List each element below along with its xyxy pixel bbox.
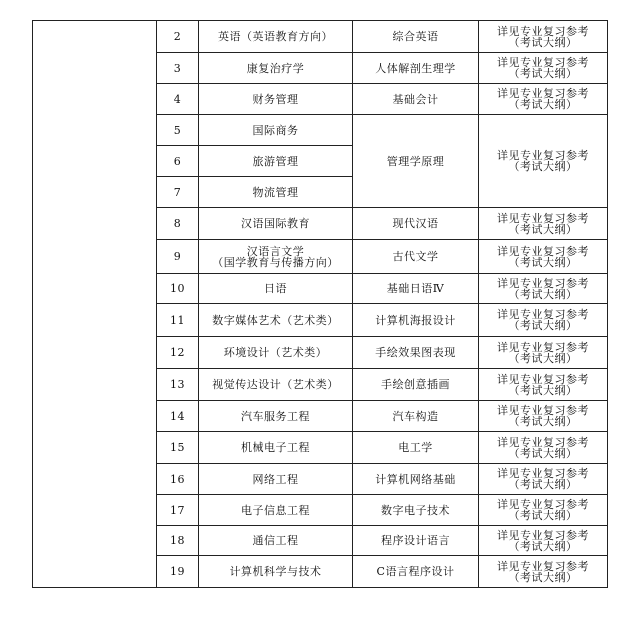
major-name-text: 汉语国际教育 bbox=[241, 217, 310, 230]
exam-subject-cell: 综合英语 bbox=[353, 21, 479, 53]
reference-text: 详见专业复习参考 bbox=[497, 244, 589, 258]
row-number-cell: 12 bbox=[157, 337, 199, 369]
reference-cell bbox=[479, 208, 608, 240]
exam-subject-cell: 计算机网络基础 bbox=[353, 464, 479, 495]
major-name-text: （国学教育与传播方向） bbox=[212, 255, 339, 269]
reference-text: （考试大纲） bbox=[508, 415, 578, 428]
major-cell bbox=[199, 146, 353, 177]
reference-cell bbox=[479, 526, 608, 556]
major-name-text: 物流管理 bbox=[252, 185, 299, 199]
major-cell bbox=[199, 432, 353, 464]
major-cell bbox=[199, 21, 353, 53]
row-number-cell: 9 bbox=[157, 240, 199, 274]
exam-subject-cell: 计算机海报设计 bbox=[353, 304, 479, 337]
major-name-text: 数字媒体艺术（艺术类） bbox=[212, 313, 339, 327]
major-cell bbox=[199, 115, 353, 146]
reference-text: 详见专业复习参考 bbox=[497, 404, 589, 417]
table-body bbox=[33, 21, 608, 588]
exam-subject-cell: 基础日语Ⅳ bbox=[353, 274, 479, 304]
reference-text: 详见专业复习参考 bbox=[497, 211, 589, 225]
reference-text: （考试大纲） bbox=[508, 319, 578, 332]
major-cell bbox=[199, 240, 353, 274]
major-name-text: 网络工程 bbox=[252, 472, 299, 486]
major-name-text: 康复治疗学 bbox=[246, 61, 305, 75]
major-cell bbox=[199, 369, 353, 401]
major-cell bbox=[199, 53, 353, 84]
row-number-cell: 19 bbox=[157, 556, 199, 588]
major-cell bbox=[199, 556, 353, 588]
reference-text: （考试大纲） bbox=[508, 67, 578, 80]
reference-text: 详见专业复习参考 bbox=[497, 149, 589, 162]
reference-text: （考试大纲） bbox=[508, 255, 578, 269]
reference-cell bbox=[479, 115, 608, 208]
row-number-cell: 2 bbox=[157, 21, 199, 53]
reference-cell bbox=[479, 304, 608, 337]
reference-text: 详见专业复习参考 bbox=[497, 559, 589, 573]
major-name-text: 机械电子工程 bbox=[241, 441, 310, 454]
major-name-text: 环境设计（艺术类） bbox=[223, 346, 328, 359]
reference-text: 详见专业复习参考 bbox=[497, 467, 589, 480]
reference-cell bbox=[479, 495, 608, 526]
exam-subject-cell: 管理学原理 bbox=[353, 115, 479, 208]
reference-cell bbox=[479, 84, 608, 115]
major-name-text: 汽车服务工程 bbox=[241, 409, 310, 423]
reference-text: （考试大纲） bbox=[508, 446, 578, 460]
major-name-text: 财务管理 bbox=[252, 92, 299, 106]
reference-text: 详见专业复习参考 bbox=[497, 24, 589, 38]
exam-subject-cell: 人体解剖生理学 bbox=[353, 53, 479, 84]
row-number-cell: 18 bbox=[157, 526, 199, 556]
reference-cell bbox=[479, 401, 608, 432]
row-number-cell: 15 bbox=[157, 432, 199, 464]
reference-cell bbox=[479, 337, 608, 369]
major-cell bbox=[199, 526, 353, 556]
major-name-text: 旅游管理 bbox=[252, 154, 299, 168]
reference-text: （考试大纲） bbox=[508, 222, 578, 236]
major-name-text: 日语 bbox=[264, 282, 287, 295]
reference-text: 详见专业复习参考 bbox=[497, 498, 589, 511]
reference-text: 详见专业复习参考 bbox=[497, 56, 589, 69]
major-cell bbox=[199, 495, 353, 526]
exam-subject-cell: 汽车构造 bbox=[353, 401, 479, 432]
reference-cell bbox=[479, 53, 608, 84]
reference-cell bbox=[479, 274, 608, 304]
major-cell bbox=[199, 337, 353, 369]
reference-text: 详见专业复习参考 bbox=[497, 528, 589, 542]
major-cell bbox=[199, 401, 353, 432]
major-cell bbox=[199, 84, 353, 115]
reference-text: 详见专业复习参考 bbox=[497, 372, 589, 386]
exam-subject-cell: 古代文学 bbox=[353, 240, 479, 274]
reference-cell bbox=[479, 21, 608, 53]
row-number-cell: 5 bbox=[157, 115, 199, 146]
exam-subject-cell: 手绘效果图表现 bbox=[353, 337, 479, 369]
reference-cell bbox=[479, 464, 608, 495]
major-name-text: 计算机科学与技术 bbox=[229, 565, 322, 578]
exam-subject-table bbox=[32, 20, 608, 588]
exam-subject-cell: C语言程序设计 bbox=[353, 556, 479, 588]
exam-subject-cell: 数字电子技术 bbox=[353, 495, 479, 526]
reference-text: （考试大纲） bbox=[508, 160, 578, 173]
major-cell bbox=[199, 464, 353, 495]
row-number-cell: 3 bbox=[157, 53, 199, 84]
reference-text: 详见专业复习参考 bbox=[497, 340, 589, 354]
reference-text: 详见专业复习参考 bbox=[497, 435, 589, 449]
row-number-cell: 7 bbox=[157, 177, 199, 208]
reference-cell bbox=[479, 240, 608, 274]
reference-text: 详见专业复习参考 bbox=[497, 308, 589, 321]
reference-text: （考试大纲） bbox=[508, 539, 578, 553]
exam-subject-cell: 基础会计 bbox=[353, 84, 479, 115]
major-cell bbox=[199, 274, 353, 304]
reference-cell bbox=[479, 432, 608, 464]
row-number-cell: 17 bbox=[157, 495, 199, 526]
reference-text: 详见专业复习参考 bbox=[497, 87, 589, 100]
row-number-cell: 13 bbox=[157, 369, 199, 401]
reference-text: （考试大纲） bbox=[508, 478, 578, 491]
row-number-cell: 14 bbox=[157, 401, 199, 432]
table-row bbox=[33, 21, 608, 53]
exam-subject-cell: 现代汉语 bbox=[353, 208, 479, 240]
major-cell bbox=[199, 177, 353, 208]
row-number-cell: 8 bbox=[157, 208, 199, 240]
reference-text: （考试大纲） bbox=[508, 383, 578, 397]
major-name-text: 汉语言文学 bbox=[246, 244, 305, 258]
major-name-text: 电子信息工程 bbox=[241, 503, 310, 517]
reference-text: （考试大纲） bbox=[508, 570, 578, 584]
row-number-cell: 16 bbox=[157, 464, 199, 495]
row-number-cell: 4 bbox=[157, 84, 199, 115]
major-cell bbox=[199, 304, 353, 337]
merged-blank-cell bbox=[33, 21, 157, 588]
reference-cell bbox=[479, 556, 608, 588]
reference-cell bbox=[479, 369, 608, 401]
reference-text: （考试大纲） bbox=[508, 287, 578, 301]
major-name-text: 视觉传达设计（艺术类） bbox=[212, 378, 339, 391]
reference-text: （考试大纲） bbox=[508, 351, 578, 365]
reference-text: （考试大纲） bbox=[508, 35, 578, 49]
row-number-cell: 6 bbox=[157, 146, 199, 177]
row-number-cell: 11 bbox=[157, 304, 199, 337]
exam-subject-cell: 手绘创意插画 bbox=[353, 369, 479, 401]
exam-subject-cell: 程序设计语言 bbox=[353, 526, 479, 556]
major-cell bbox=[199, 208, 353, 240]
major-name-text: 通信工程 bbox=[252, 534, 299, 547]
exam-subject-cell: 电工学 bbox=[353, 432, 479, 464]
reference-text: （考试大纲） bbox=[508, 98, 578, 111]
reference-text: 详见专业复习参考 bbox=[497, 276, 589, 290]
major-name-text: 国际商务 bbox=[252, 123, 299, 137]
major-name-text: 英语（英语教育方向） bbox=[218, 30, 333, 43]
reference-text: （考试大纲） bbox=[508, 509, 578, 522]
row-number-cell: 10 bbox=[157, 274, 199, 304]
